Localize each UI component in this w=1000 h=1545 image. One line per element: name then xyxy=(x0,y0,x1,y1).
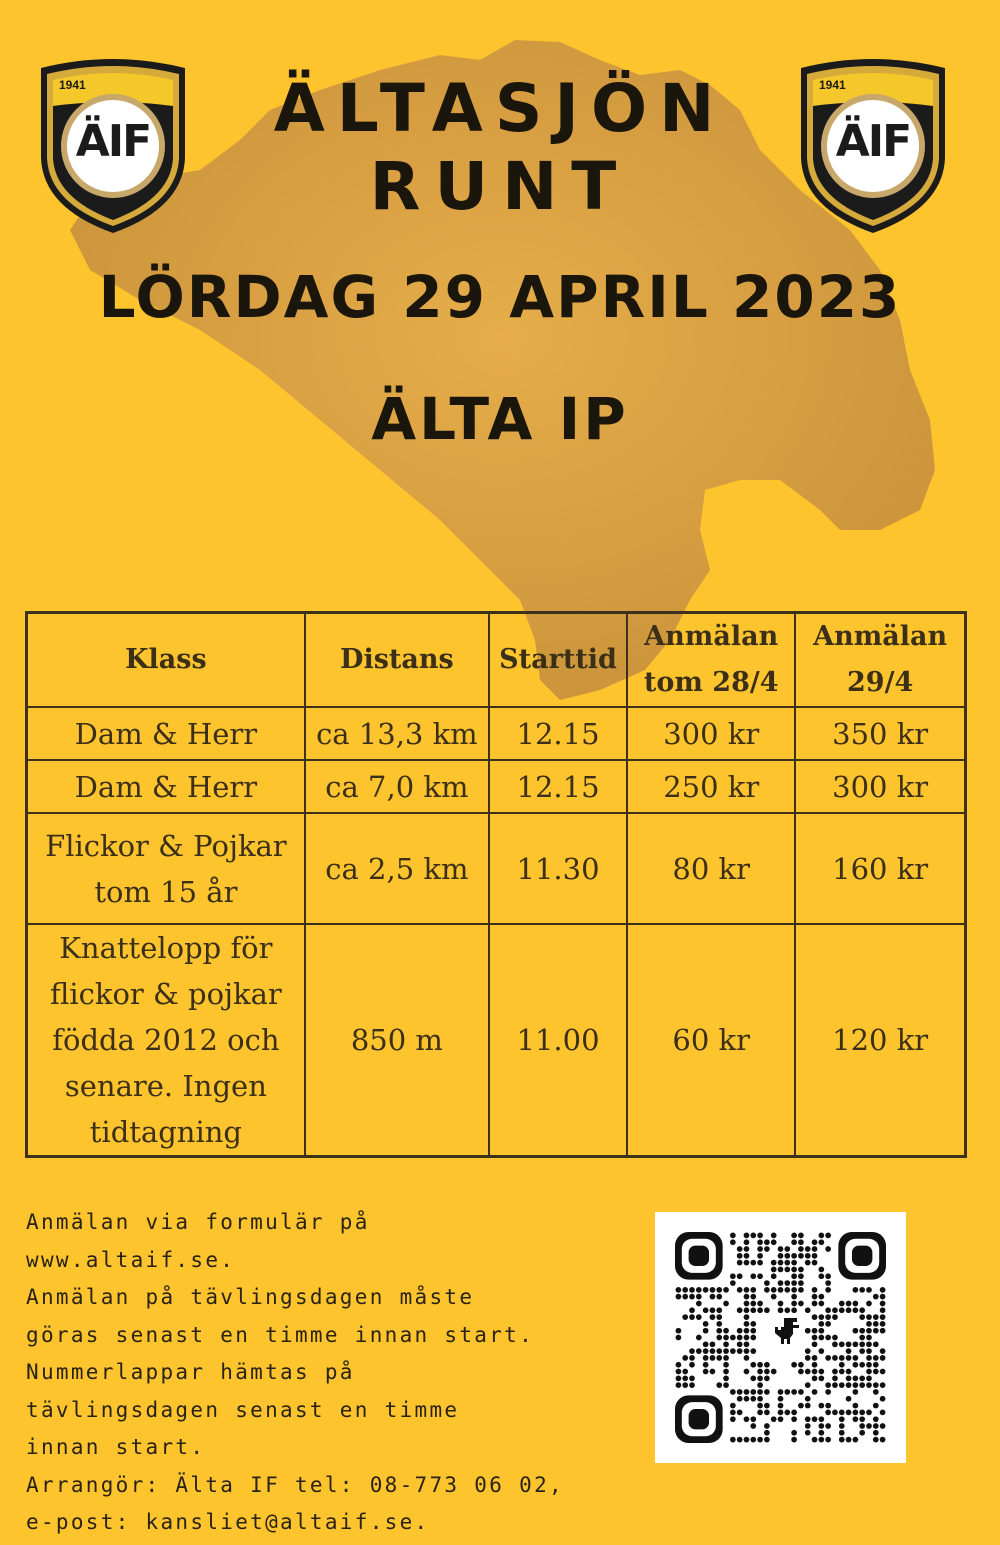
header-distans: Distans xyxy=(305,613,489,708)
cell-fee-early: 300 kr xyxy=(627,707,795,760)
cell-fee-early: 80 kr xyxy=(627,813,795,924)
title-line-1: ÄLTASJÖN xyxy=(273,70,727,147)
qr-code-icon xyxy=(675,1232,886,1443)
registration-info xyxy=(26,1204,586,1542)
header-starttid: Starttid xyxy=(489,613,627,708)
info-line: Anmälan via formulär på xyxy=(26,1210,370,1234)
cell-fee-late: 350 kr xyxy=(795,707,965,760)
cell-klass: Dam & Herr xyxy=(27,760,305,813)
logo-letters: ÄIF xyxy=(835,116,911,167)
logo-year: 1941 xyxy=(819,78,846,92)
info-line: innan start. xyxy=(26,1435,206,1459)
cell-distans: ca 2,5 km xyxy=(305,813,489,924)
cell-fee-early: 250 kr xyxy=(627,760,795,813)
cell-klass: Flickor & Pojkar tom 15 år xyxy=(27,813,305,924)
title-line-2: RUNT xyxy=(369,148,631,225)
event-venue: ÄLTA IP xyxy=(371,385,629,453)
info-link-website[interactable]: www.altaif.se. xyxy=(26,1247,236,1272)
header-klass: Klass xyxy=(27,613,305,708)
cell-starttid: 12.15 xyxy=(489,760,627,813)
cell-fee-late: 160 kr xyxy=(795,813,965,924)
qr-code[interactable] xyxy=(655,1212,906,1463)
cell-klass: Dam & Herr xyxy=(27,707,305,760)
table-header-row xyxy=(27,613,966,708)
info-line-email[interactable]: e-post: kansliet@altaif.se. xyxy=(26,1510,430,1534)
cell-distans: ca 7,0 km xyxy=(305,760,489,813)
logo-year: 1941 xyxy=(59,78,86,92)
info-line: göras senast en timme innan start. xyxy=(26,1322,535,1347)
cell-starttid: 11.30 xyxy=(489,813,627,924)
dinosaur-icon xyxy=(775,1318,799,1344)
table-row xyxy=(27,813,966,924)
info-line: Anmälan på tävlingsdagen måste xyxy=(26,1285,475,1309)
header-anmalan-late: Anmälan 29/4 xyxy=(795,613,965,708)
table-row xyxy=(27,707,966,760)
cell-fee-late: 120 kr xyxy=(795,924,965,1157)
cell-fee-early: 60 kr xyxy=(627,924,795,1157)
cell-klass: Knattelopp för flickor & pojkar födda 2012 och senare. Ingen tidtagning xyxy=(27,924,305,1157)
cell-starttid: 11.00 xyxy=(489,924,627,1157)
info-line-contact: Arrangör: Älta IF tel: 08-773 06 02, xyxy=(26,1472,564,1497)
info-line: tävlingsdagen senast en timme xyxy=(26,1397,460,1422)
table-row xyxy=(27,924,966,1157)
cell-distans: ca 13,3 km xyxy=(305,707,489,760)
cell-fee-late: 300 kr xyxy=(795,760,965,813)
event-date: LÖRDAG 29 APRIL 2023 xyxy=(98,263,902,331)
info-line: Nummerlappar hämtas på xyxy=(26,1360,355,1384)
cell-starttid: 12.15 xyxy=(489,707,627,760)
table-row xyxy=(27,760,966,813)
logo-letters: ÄIF xyxy=(75,116,151,167)
header-anmalan-early: Anmälan tom 28/4 xyxy=(627,613,795,708)
race-classes-table xyxy=(25,611,967,1158)
cell-distans: 850 m xyxy=(305,924,489,1157)
